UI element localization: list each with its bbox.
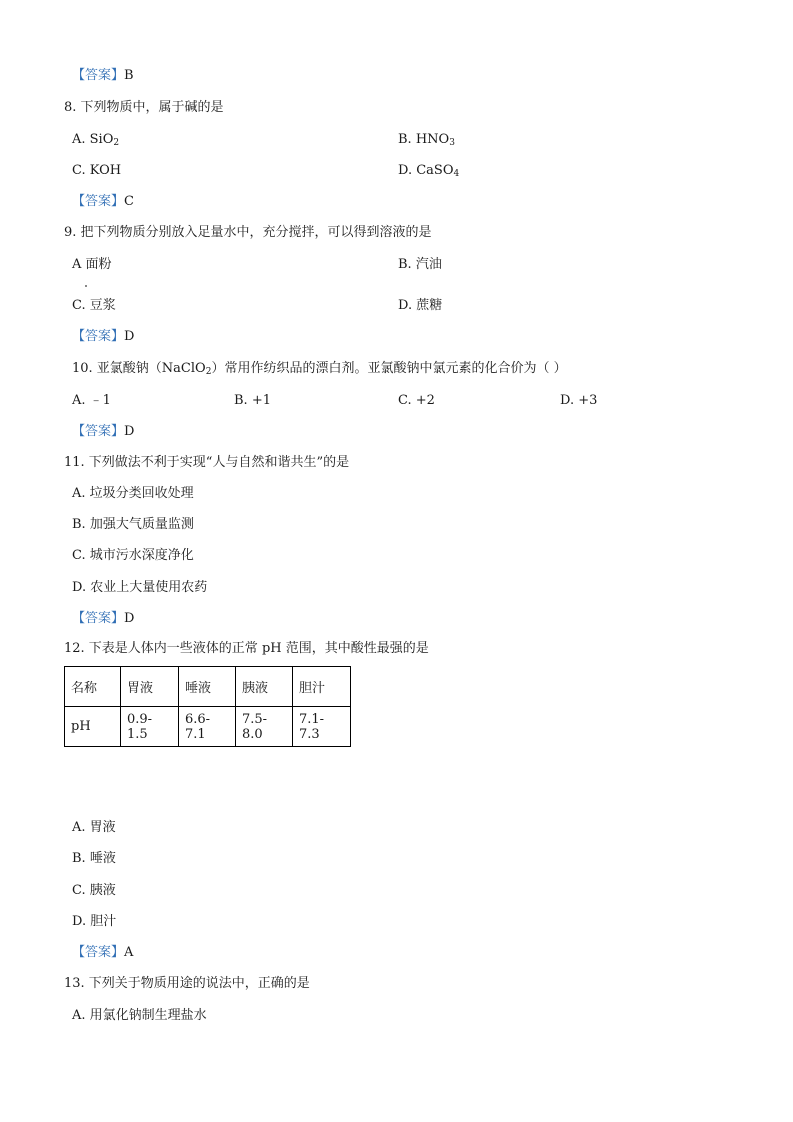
answer-label: 【答案】 bbox=[72, 68, 125, 83]
q12-option-d: D. 胆汁 bbox=[72, 914, 117, 929]
q11-option-b: B. 加强大气质量监测 bbox=[72, 517, 194, 532]
q11-option-a: A. 垃圾分类回收处理 bbox=[72, 486, 194, 501]
q8-option-c: C. KOH bbox=[72, 163, 122, 178]
table-cell: 胃液 bbox=[121, 667, 179, 707]
answer-label: 【答案】 bbox=[72, 611, 125, 626]
table-header-row bbox=[65, 667, 351, 707]
q10-option-b: B. +1 bbox=[234, 393, 271, 408]
question-10-stem: 10. 亚氯酸钠（NaClO$_2$）常用作纺织品的漂白剂。亚氯酸钠中氯元素的化合价为（ ） bbox=[72, 361, 567, 377]
question-13-stem: 13. 下列关于物质用途的说法中，正确的是 bbox=[64, 976, 310, 991]
table-cell: 胆汁 bbox=[293, 667, 351, 707]
q12-option-b: B. 唾液 bbox=[72, 851, 116, 866]
answer-q8: 【答案】C bbox=[72, 194, 134, 209]
table-row bbox=[65, 707, 351, 747]
stray-dot bbox=[85, 285, 87, 287]
table-cell: 唾液 bbox=[179, 667, 236, 707]
q8-option-d: D. CaSO$_4$ bbox=[398, 163, 460, 179]
question-9-stem: 9. 把下列物质分别放入足量水中，充分搅拌，可以得到溶液的是 bbox=[64, 225, 432, 240]
q11-option-c: C. 城市污水深度净化 bbox=[72, 548, 194, 563]
table-cell: 胰液 bbox=[236, 667, 293, 707]
answer-q9: 【答案】D bbox=[72, 329, 135, 344]
q9-option-c: C. 豆浆 bbox=[72, 298, 116, 313]
answer-label: 【答案】 bbox=[72, 329, 125, 344]
ph-table bbox=[64, 666, 351, 747]
answer-q10: 【答案】D bbox=[72, 424, 135, 439]
answer-label: 【答案】 bbox=[72, 945, 125, 960]
q10-option-a: A. ﹣1 bbox=[72, 393, 111, 408]
answer-label: 【答案】 bbox=[72, 194, 125, 209]
question-8-stem: 8. 下列物质中，属于碱的是 bbox=[64, 100, 224, 115]
table-cell: 7.1-7.3 bbox=[293, 707, 351, 747]
answer-label: 【答案】 bbox=[72, 424, 125, 439]
q8-option-a: A. SiO$_2$ bbox=[72, 132, 120, 148]
table-cell: pH bbox=[65, 707, 121, 747]
table-cell: 6.6-7.1 bbox=[179, 707, 236, 747]
answer-q12: 【答案】A bbox=[72, 945, 134, 960]
table-cell: 0.9-1.5 bbox=[121, 707, 179, 747]
q13-option-a: A. 用氯化钠制生理盐水 bbox=[72, 1008, 207, 1023]
q9-option-b: B. 汽油 bbox=[398, 257, 442, 272]
q8-option-b: B. $HNO_3$ bbox=[398, 132, 455, 148]
q12-option-c: C. 胰液 bbox=[72, 883, 116, 898]
table-cell: 名称 bbox=[65, 667, 121, 707]
answer-q7: 【答案】B bbox=[72, 68, 134, 83]
q11-option-d: D. 农业上大量使用农药 bbox=[72, 580, 208, 595]
q12-option-a: A. 胃液 bbox=[72, 820, 116, 835]
question-11-stem: 11. 下列做法不利于实现“人与自然和谐共生”的是 bbox=[64, 455, 350, 470]
table-cell: 7.5-8.0 bbox=[236, 707, 293, 747]
q9-option-d: D. 蔗糖 bbox=[398, 298, 443, 313]
q9-option-a: A 面粉 bbox=[72, 257, 112, 272]
question-12-stem: 12. 下表是人体内一些液体的正常 pH 范围，其中酸性最强的是 bbox=[64, 641, 429, 656]
q10-option-d: D. +3 bbox=[560, 393, 598, 408]
answer-q11: 【答案】D bbox=[72, 611, 135, 626]
q10-option-c: C. +2 bbox=[398, 393, 435, 408]
